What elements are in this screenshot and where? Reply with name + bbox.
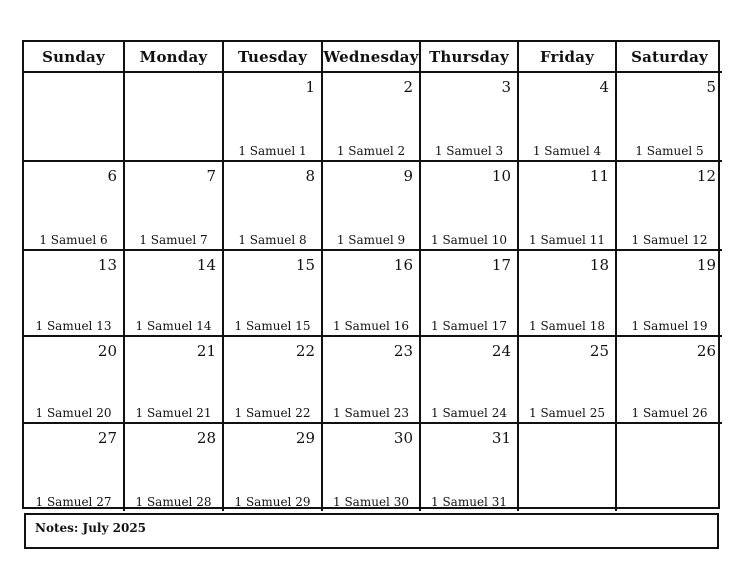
day-number: 31 [491,429,511,447]
day-number: 7 [206,167,216,185]
day-cell [224,337,323,424]
reading-label: 1 Samuel 14 [135,319,212,333]
day-cell [323,337,421,424]
day-number: 30 [393,429,413,447]
day-cell [421,162,519,251]
reading-label: 1 Samuel 18 [529,319,605,333]
day-cell [224,73,323,162]
day-cell [519,162,617,251]
reading-label: 1 Samuel 6 [39,233,108,247]
empty-day-cell [617,424,722,511]
weekday-header-saturday: Saturday [617,42,722,73]
day-number: 11 [589,167,609,185]
day-cell [519,337,617,424]
day-cell [24,337,125,424]
empty-day-cell [125,73,224,162]
reading-label: 1 Samuel 26 [631,406,708,420]
day-cell [125,162,224,251]
day-cell [617,251,722,337]
day-cell [421,337,519,424]
day-number: 4 [599,78,609,96]
empty-day-cell [519,424,617,511]
day-number: 1 [305,78,315,96]
empty-day-cell [24,73,125,162]
reading-label: 1 Samuel 16 [333,319,409,333]
reading-label: 1 Samuel 25 [529,406,605,420]
day-cell [519,73,617,162]
weekday-header-wednesday: Wednesday [323,42,421,73]
day-cell [421,73,519,162]
day-number: 17 [491,256,511,274]
day-number: 3 [501,78,511,96]
reading-label: 1 Samuel 11 [529,233,605,247]
day-cell [24,251,125,337]
reading-label: 1 Samuel 2 [336,144,406,158]
day-cell [421,251,519,337]
day-number: 9 [403,167,413,185]
day-cell [125,337,224,424]
reading-label: 1 Samuel 27 [35,495,112,509]
weekday-header-monday: Monday [125,42,224,73]
day-number: 5 [706,78,716,96]
reading-label: 1 Samuel 15 [234,319,311,333]
weekday-header-thursday: Thursday [421,42,519,73]
day-number: 27 [97,429,117,447]
day-cell [421,424,519,511]
day-number: 28 [196,429,216,447]
day-number: 19 [696,256,716,274]
reading-label: 1 Samuel 29 [234,495,311,509]
day-cell [617,337,722,424]
day-number: 8 [305,167,315,185]
reading-label: 1 Samuel 10 [431,233,507,247]
day-number: 10 [491,167,511,185]
day-number: 14 [196,256,216,274]
day-number: 22 [295,342,315,360]
day-number: 6 [107,167,117,185]
day-number: 13 [97,256,117,274]
reading-label: 1 Samuel 28 [135,495,212,509]
day-cell [24,424,125,511]
reading-label: 1 Samuel 20 [35,406,112,420]
day-cell [224,251,323,337]
weekday-header-sunday: Sunday [24,42,125,73]
day-cell [617,73,722,162]
day-cell [323,251,421,337]
day-cell [125,424,224,511]
day-number: 12 [696,167,716,185]
calendar-grid [22,40,720,509]
reading-label: 1 Samuel 12 [631,233,708,247]
day-number: 25 [589,342,609,360]
reading-label: 1 Samuel 8 [238,233,307,247]
day-number: 24 [491,342,511,360]
notes-label: Notes: July 2025 [35,521,147,535]
day-number: 15 [295,256,315,274]
reading-label: 1 Samuel 17 [431,319,507,333]
day-cell [617,162,722,251]
day-number: 23 [393,342,413,360]
day-number: 21 [196,342,216,360]
reading-label: 1 Samuel 23 [333,406,409,420]
day-number: 16 [393,256,413,274]
day-number: 18 [589,256,609,274]
day-cell [323,73,421,162]
reading-label: 1 Samuel 31 [431,495,507,509]
day-cell [323,162,421,251]
reading-label: 1 Samuel 19 [631,319,708,333]
reading-label: 1 Samuel 13 [35,319,112,333]
day-number: 26 [696,342,716,360]
reading-label: 1 Samuel 1 [238,144,307,158]
day-cell [125,251,224,337]
reading-label: 1 Samuel 7 [139,233,208,247]
weekday-header-tuesday: Tuesday [224,42,323,73]
reading-label: 1 Samuel 22 [234,406,311,420]
day-number: 2 [403,78,413,96]
reading-label: 1 Samuel 21 [135,406,212,420]
reading-label: 1 Samuel 24 [431,406,507,420]
reading-label: 1 Samuel 4 [532,144,602,158]
weekday-header-friday: Friday [519,42,617,73]
day-cell [519,251,617,337]
day-cell [24,162,125,251]
day-cell [224,424,323,511]
reading-label: 1 Samuel 5 [635,144,704,158]
reading-label: 1 Samuel 9 [336,233,406,247]
day-cell [224,162,323,251]
day-number: 29 [295,429,315,447]
day-cell [323,424,421,511]
notes-box [24,513,719,549]
reading-label: 1 Samuel 3 [434,144,504,158]
day-number: 20 [97,342,117,360]
reading-label: 1 Samuel 30 [333,495,409,509]
